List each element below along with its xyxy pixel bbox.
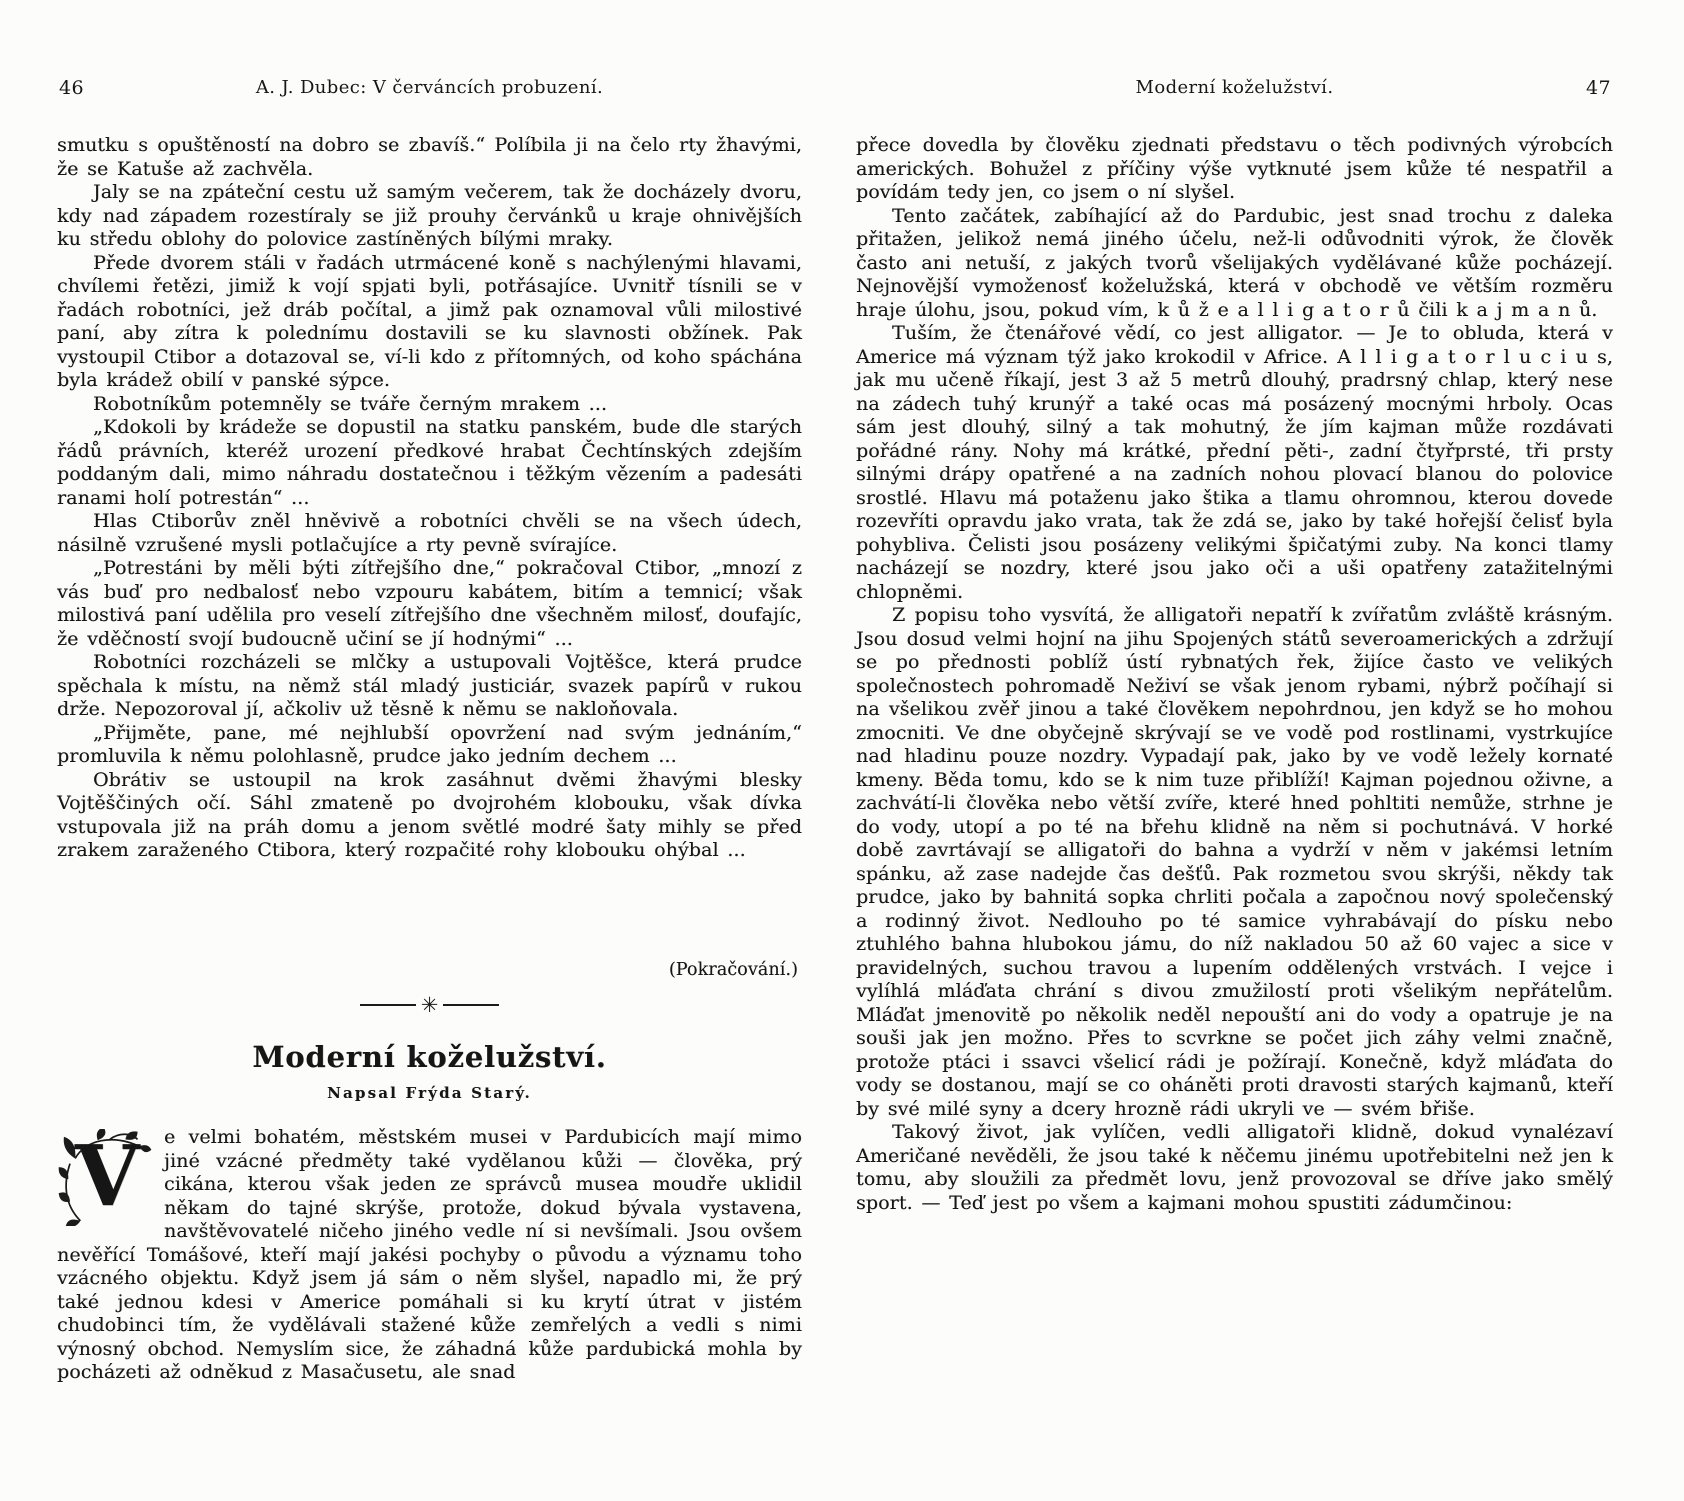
paragraph: Robotníkům potemněly se tváře černým mrakem ... (93, 392, 608, 415)
running-title: Moderní koželužství. (1135, 77, 1334, 98)
story-text (57, 134, 802, 982)
article-text-continued (856, 134, 1613, 1215)
paragraph: smutku s opuštěností na dobro se zbavíš.“ Políbila ji na čelo rty žhavými, že se Katuše až zachvěla. (57, 134, 802, 180)
running-title: A. J. Dubec: V červáncích probuzení. (255, 77, 604, 98)
page-header-right (856, 76, 1613, 100)
asterisk-ornament-icon: ✳ (420, 993, 439, 1017)
article-first-paragraph: e velmi bohatém, městském musei v Pardubicích mají mimo jiné vzácné předměty také vydělanou kůži — člověka, prý cikána, kterou však jeden ze správců musea moudře uklidil někam do tajné skrýše, protože, dokud bývala vystavena, navštěvovatelé ničeho jiného vedle ní si nevšímali. Jsou ovšem nevěřící Tomášové, kteří mají jakési pochyby o původu a významu toho vzácného objektu. Když jsem já sám o něm slyšel, napadlo mi, že prý také jednou kdesi v Americe pomáhali si ku krytí útrat v jistém chudobinci tím, že vydělávali stažené kůže zemřelých a vedli s nimi výnosný obchod. Nemyslím sice, že záhadná kůže pardubická mohla by pocházeti až odněkud z Masačusetu, ale snad (57, 1126, 802, 1383)
svg-text:V: V (74, 1129, 140, 1226)
paragraph: „Přijměte, pane, mé nejhlubší opovržení nad svým jednáním,“ promluvila k němu polohlasně, prudce jako jedním dechem ... (57, 721, 802, 767)
page-left (57, 76, 802, 1385)
divider-rule-left (360, 1004, 416, 1006)
page-number: 46 (59, 77, 84, 99)
page-right (856, 76, 1613, 1215)
paragraph: přece dovedla by člověku zjednati představu o těch podivných výrobcích amerických. Bohužel z příčiny výše vytknuté jsem kůže té nespatřil a povídám tedy jen, co jsem o ní slyšel. (856, 134, 1613, 203)
paragraph: Přede dvorem stáli v řadách utrmácené koně s nachýlenými hlavami, chvílemi řetězi, jimiž k vojí spjati byli, potřásajíce. Uvnitř tísnili se v řadách robotníci, jež dráb počítal, a jimž pak oznamoval vůli milostivé paní, aby zítra k polednímu dostavili se ku slavnosti obžínek. Pak vystoupil Ctibor a dotazoval se, ví-li kdo z přítomných, od koho spáchána byla krádež obilí v panské sýpce. (57, 251, 802, 391)
article-title: Moderní koželužství. (252, 1040, 607, 1074)
article-body (57, 1126, 802, 1385)
paragraph: Tento začátek, zabíhající až do Pardubic, jest snad trochu z daleka přitažen, jelikož nemá jiného účelu, než-li odůvodniti výrok, že člověk často ani netuší, z jakých tvorů všelijakých vydělávané kůže pocházejí. Nejnovější vymoženosť koželužská, která v obchodě ve větším rozměru hraje úlohu, jsou, pokud vím, k ů ž e a l l i g a t o r ů čili k a j m a n ů. (856, 204, 1613, 321)
paragraph: Obrátiv se ustoupil na krok zasáhnut dvěmi žhavými blesky Vojtěščiných očí. Sáhl zmateně po dvojrohém klobouku, však dívka vstupovala již na práh domu a jenom světlé modré šaty mihly se před zrakem zaraženého Ctibora, který rozpačité rohy klobouku ohýbal ... (57, 768, 802, 861)
divider-rule-right (443, 1004, 499, 1006)
page-number: 47 (1586, 77, 1611, 99)
paragraph: „Kdokoli by krádeže se dopustil na statku panském, bude dle starých řádů právních, kteréž urození předkové hrabat Čechtínských zdejším poddaným dali, mimo náhradu dostatečnou i těžkým vězením a padesáti ranami holí potrestán“ ... (57, 416, 802, 509)
paragraph: „Potrestáni by měli býti zítřejšího dne,“ pokračoval Ctibor, „mnozí z vás buď pro nedbalosť nebo vzpouru kabátem, bitím a temnicí; však milostivá paní udělila pro veselí zítřejšího dne všechněm milosť, doufajíc, že vděčností svojí budoucně učiní se jí hodnými“ ... (57, 557, 802, 650)
paragraph: Robotníci rozcházeli se mlčky a ustupovali Vojtěšce, která prudce spěchala k místu, na němž stál mladý justiciár, svazek papírů v rukou drže. Nepozoroval jí, ačkoliv už těsně k němu se nakloňovala. (57, 651, 802, 720)
paragraph: Takový život, jak vylíčen, vedli alligatoři klidně, dokud vynalézaví Američané nevěděli, že jsou také k něčemu jinému upotřebitelni než jen k tomu, aby sloužili za předmět lovu, jenž provozoval se dříve jako smělý sport. — Teď jest po všem a kajmani mohou spustiti zádumčinou: (856, 1121, 1613, 1214)
paragraph: Z popisu toho vysvítá, že alligatoři nepatří k zvířatům zvláště krásným. Jsou dosud velmi hojní na jihu Spojených států severoamerických a zdržují se po přednosti poblíž ústí rybnatých řek, žijíce často ve velikých společnostech pohromadě Neživí se však jenom rybami, nýbrž počíhají si na všelikou zvěř jinou a také člověkem nepohrdnou, jen když se ho mohou zmocniti. Ve dne obyčejně skrývají se ve vodě pod rostlinami, vystrkujíce nad hladinu pouze nozdry. Vypadají pak, jako by ve vodě ležely kornaté kmeny. Běda tomu, kdo se k nim tuze přiblíží! Kajman pojednou oživne, a zachvátí-li člověka nebo větší zvíře, které hned pohltiti nemůže, strhne je do vody, utopí a po té na břehu klidně na něm si pochutnává. V horké době zavrtávají se alligatoři do bahna a vydrží v něm v jakémsi letním spánku, až zase nadejde čas dešťů. Pak rozmetou svou skrýši, někdy tak prudce, jako by bahnitá sopka chrliti počala a započnou nový společenský a rodinný život. Nedlouho po té samice vyhrabávají do písku nebo ztuhlého bahna hlubokou jámu, do níž nakladou 50 až 60 vajec a sice v pravidelných, suchou travou a lupením oddělených vrstvách. I vejce i vylíhlá mláďata chrání s divou zmužilostí proti všelikým nepřátelům. Mláďat jmenovitě po několik neděl nepouští ani do vody a opatruje je na souši jak jen možno. Přes to scvrkne se počet jich záhy velmi značně, protože ptáci i ssavci všelicí rádi je požírají. Konečně, když mláďata do vody se dostanou, mají se co oháněti proti dravosti starých kajmanů, kteří by své milé syny a dcery hrozně rádi ukryli ve — svém břiše. (856, 604, 1613, 1120)
ornate-dropcap-v-icon (57, 1129, 154, 1226)
paragraph: Jaly se na zpáteční cestu už samým večerem, tak že docházely dvoru, kdy nad západem rozestíraly se již prouhy červánků u kraje ohnivějších ku středu oblohy do polovice zastíněných bílými mraky. (57, 181, 802, 250)
continuation-note: (Pokračování.) (668, 959, 798, 980)
paragraph: Hlas Ctiborův zněl hněvivě a robotníci chvěli se na všech údech, násilně vzrušené mysli potlačujíce a rty pevně svírajíce. (57, 510, 802, 556)
article-byline: Napsal Frýda Starý. (327, 1084, 532, 1102)
page-header-left (57, 76, 802, 100)
section-divider (57, 994, 802, 1016)
paragraph: Tuším, že čtenářové vědí, co jest alligator. — Je to obluda, která v Americe má význam týž jako krokodil v Africe. A l l i g a t o r l u c i u s, jak mu učeně říkají, jest 3 až 5 metrů dlouhý, pradrsný chlap, který nese na zádech tuhý krunýř a také ocas má posázený mocnými hrboly. Ocas sám jest dlouhý, silný a tak mohutný, že jím kajman může rozdávati pořádné rány. Nohy má krátké, přední pěti-, zadní čtyřprsté, tři prsty silnými drápy opatřené a na zadních nohou plovací blanou do polovice srostlé. Hlavu má potaženu jako štika a tlamu ohromnou, kterou dovede rozevříti opravdu jako vrata, tak že zdá se, jako by také hořejší čelisť byla pohybliva. Čelisti jsou posázeny velikými špičatými zuby. Na konci tlamy nacházejí se nozdry, které jsou jako oči a uši opatřeny zatažitelnými chlopněmi. (856, 322, 1613, 603)
